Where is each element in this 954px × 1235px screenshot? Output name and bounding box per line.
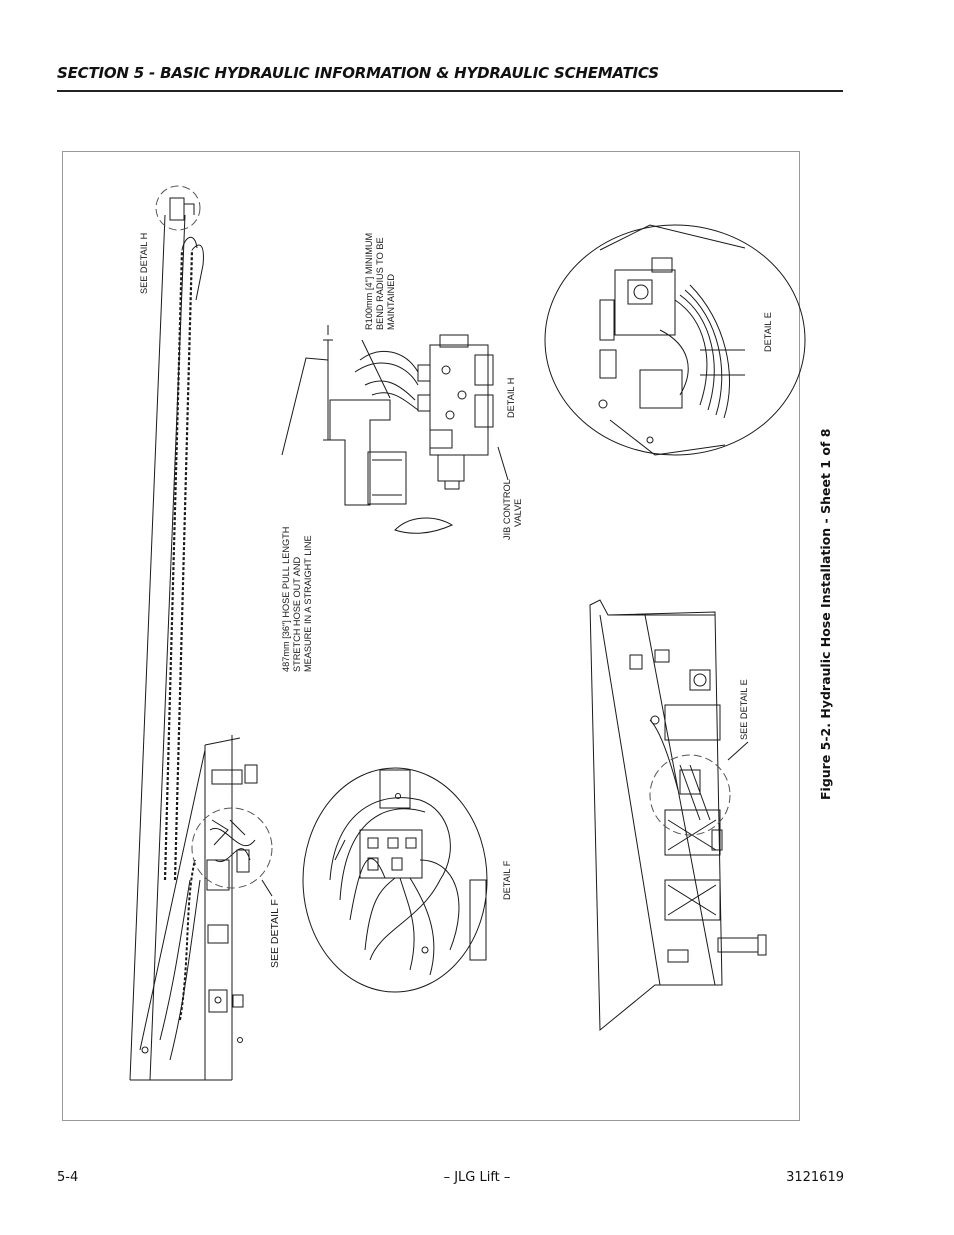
hose-length-line-1: 487mm [36"] HOSE PULL LENGTH [281, 526, 291, 672]
detail-f-label: DETAIL F [502, 860, 512, 900]
detail-e-label: DETAIL E [763, 312, 773, 352]
detail-h-drawing [282, 325, 508, 533]
footer-brand: – JLG Lift – [443, 1170, 511, 1185]
see-detail-e-label: SEE DETAIL E [739, 679, 749, 740]
figure-caption: Figure 5-2. Hydraulic Hose Installation - Sheet 1 of 8 [818, 428, 833, 800]
document-number: 3121619 [786, 1170, 844, 1185]
jib-valve-line-2: VALVE [513, 498, 523, 527]
boom-assembly-drawing [130, 215, 257, 1080]
detail-h-label: DETAIL H [506, 377, 516, 418]
bend-radius-line-2: BEND RADIUS TO BE [375, 237, 385, 330]
jib-valve-line-1: JIB CONTROL [502, 479, 512, 540]
bend-radius-line-1: R100mm [4"] MINIMUM [364, 232, 374, 330]
bend-radius-line-3: MAINTAINED [386, 274, 396, 330]
hose-length-line-3: MEASURE IN A STRAIGHT LINE [303, 535, 313, 672]
turntable-drawing [590, 600, 766, 1030]
detail-f-drawing [303, 768, 487, 992]
see-detail-f-label: SEE DETAIL F [269, 899, 281, 968]
see-detail-h-label: SEE DETAIL H [139, 232, 149, 294]
section-title: SECTION 5 - BASIC HYDRAULIC INFORMATION & HYDRAULIC SCHEMATICS [57, 64, 659, 82]
hose-length-line-2: STRETCH HOSE OUT AND [292, 556, 302, 672]
page-number: 5-4 [57, 1170, 79, 1185]
